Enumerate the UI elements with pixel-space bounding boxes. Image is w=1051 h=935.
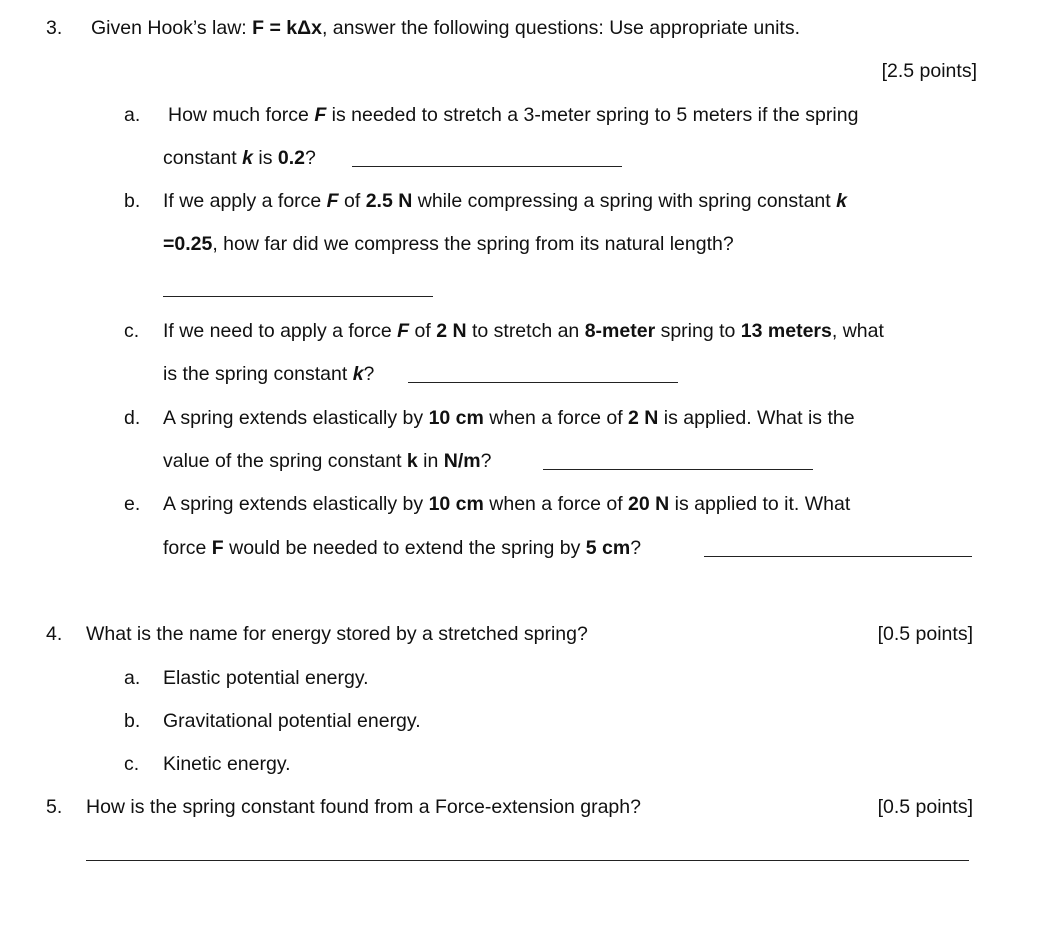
q3e-text: force	[163, 537, 212, 559]
q5-text: How is the spring constant found from a Force-extension graph?	[86, 796, 641, 818]
q3d-var-k: k	[406, 450, 418, 472]
q3d-text: value of the spring constant	[163, 450, 407, 472]
q4-points: [0.5 points]	[877, 623, 973, 645]
q5-number: 5.	[46, 796, 63, 818]
q3c-answer-blank[interactable]	[408, 382, 678, 383]
q3d-text: in	[417, 450, 444, 472]
q3-points: [2.5 points]	[881, 60, 977, 82]
q3e-value: 5 cm	[585, 537, 631, 559]
q3e-answer-blank[interactable]	[704, 556, 972, 557]
q3-intro-post: , answer the following questions: Use appropriate units.	[321, 17, 800, 39]
q3b-var-F: F	[326, 190, 339, 212]
q3a-letter: a.	[124, 104, 141, 126]
q3d-text: is applied. What is the	[658, 407, 855, 429]
q3c-text: of	[409, 320, 437, 342]
q3c-value: 2 N	[436, 320, 467, 342]
q3a-value: 0.2	[277, 147, 306, 169]
q3e-text: ?	[630, 537, 642, 559]
q3-formula: F = kΔx	[252, 17, 322, 39]
q3e-var-F: F	[211, 537, 224, 559]
q4-number: 4.	[46, 623, 63, 645]
q3c-text: , what	[831, 320, 884, 342]
q4-option-b[interactable]: Gravitational potential energy.	[163, 710, 421, 732]
q3a-text: ?	[305, 147, 316, 169]
q3c-text: spring to	[655, 320, 741, 342]
q3e-value: 10 cm	[428, 493, 484, 515]
q3-intro	[91, 15, 800, 41]
q4-option-c[interactable]: Kinetic energy.	[163, 753, 291, 775]
q3d-line1	[163, 405, 855, 431]
q4-option-a[interactable]: Elastic potential energy.	[163, 667, 369, 689]
q3c-value: 13 meters	[740, 320, 832, 342]
q3c-text: ?	[363, 363, 375, 385]
q3c-value: 8-meter	[584, 320, 656, 342]
q3c-var-F: F	[397, 320, 410, 342]
q3d-unit: N/m	[443, 450, 481, 472]
q3d-text: when a force of	[483, 407, 629, 429]
q3c-text: to stretch an	[466, 320, 585, 342]
q5-points: [0.5 points]	[877, 796, 973, 818]
q3b-text: of	[338, 190, 366, 212]
q3a-text: constant	[163, 147, 243, 169]
q3e-line2	[163, 535, 641, 561]
q3c-line2	[163, 361, 374, 387]
q3a-answer-blank[interactable]	[352, 166, 622, 167]
q3-number: 3.	[46, 17, 63, 39]
q3a-text: How much force	[168, 104, 315, 126]
q3b-var-k: k	[836, 190, 847, 212]
q3b-value: =0.25	[163, 233, 213, 255]
q3d-line2	[163, 448, 491, 474]
q3a-var-k: k	[242, 147, 253, 169]
q3c-letter: c.	[124, 320, 140, 342]
q4-option-letter: c.	[124, 753, 140, 775]
q3a-text: is needed to stretch a 3-meter spring to 5 meters if the spring	[326, 104, 859, 126]
q4-text: What is the name for energy stored by a stretched spring?	[86, 623, 588, 645]
q3e-letter: e.	[124, 493, 141, 515]
q3d-text: ?	[480, 450, 492, 472]
q3b-text: If we apply a force	[163, 190, 327, 212]
q3b-text: , how far did we compress the spring from its natural length?	[212, 233, 734, 255]
q3c-line1	[163, 318, 884, 344]
q3a-line1	[168, 102, 858, 128]
q3b-letter: b.	[124, 190, 141, 212]
q3b-answer-blank[interactable]	[163, 296, 433, 297]
q3b-text: while compressing a spring with spring constant	[412, 190, 837, 212]
q3c-text: If we need to apply a force	[163, 320, 398, 342]
q3d-value: 10 cm	[428, 407, 484, 429]
q3d-letter: d.	[124, 407, 141, 429]
q3e-text: when a force of	[483, 493, 629, 515]
q3e-text: A spring extends elastically by	[163, 493, 429, 515]
q3b-line2	[163, 231, 734, 257]
q3c-text: is the spring constant	[163, 363, 353, 385]
q5-answer-blank[interactable]	[86, 860, 969, 861]
q3e-text: is applied to it. What	[669, 493, 851, 515]
q3d-text: A spring extends elastically by	[163, 407, 429, 429]
q3e-value: 20 N	[628, 493, 670, 515]
q3c-var-k: k	[352, 363, 364, 385]
q3a-text: is	[253, 147, 278, 169]
q3d-answer-blank[interactable]	[543, 469, 813, 470]
q4-option-letter: b.	[124, 710, 141, 732]
q3d-value: 2 N	[628, 407, 659, 429]
q3a-line2	[163, 145, 316, 171]
q3e-line1	[163, 491, 850, 517]
q3b-line1	[163, 188, 847, 214]
q3a-var-F: F	[314, 104, 327, 126]
q3-intro-pre: Given Hook’s law:	[91, 17, 253, 39]
q3b-value: 2.5 N	[365, 190, 413, 212]
q4-option-letter: a.	[124, 667, 141, 689]
q3e-text: would be needed to extend the spring by	[223, 537, 586, 559]
